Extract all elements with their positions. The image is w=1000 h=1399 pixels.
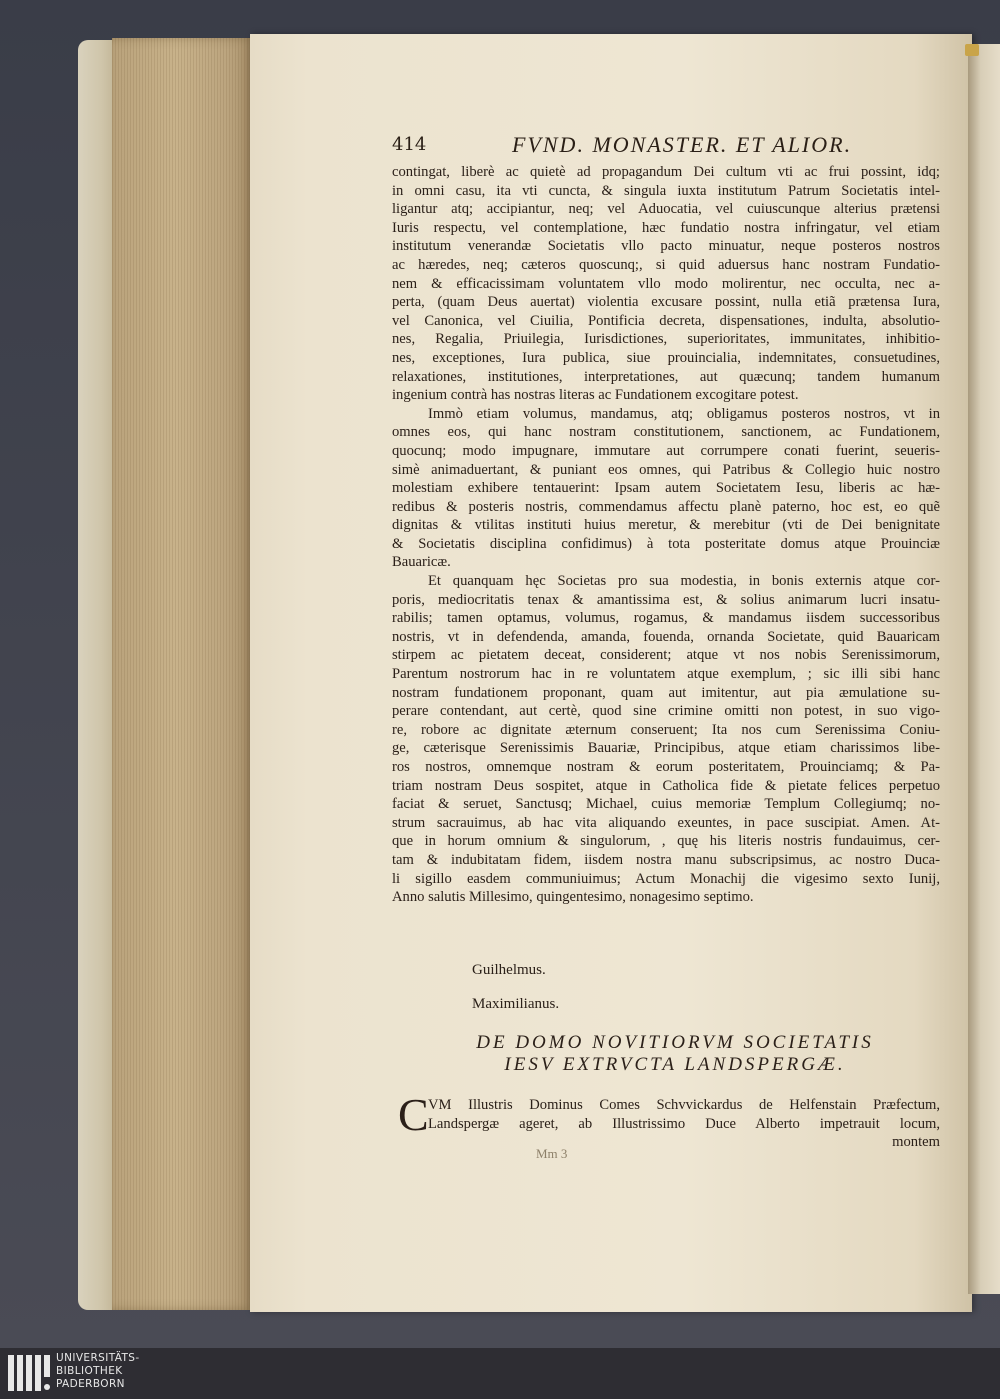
page-clip [965, 44, 979, 56]
text-line: rabilis; tamen optamus, volumus, rogamus, & mandamus iisdem successoribus [392, 610, 940, 627]
text-line: Immò etiam volumus, mandamus, atq; obligamus posteros nostros, vt in [428, 405, 940, 422]
text-line: perare contendant, aut certè, quod sine crimine omitti non potest, in suo vigo- [392, 703, 940, 720]
body-text [392, 163, 940, 907]
text-line: nostris, vt in defendenda, amanda, fouenda, ornanda Societate, quid Bauaricam [392, 628, 940, 645]
text-line: contingat, liberè ac quietè ad propagandum Dei cultum vti ac frui possint, idq; [392, 164, 940, 180]
text-line: VM Illustris Dominus Comes Schvvickardus de Helfenstain Præfectum, [428, 1097, 940, 1113]
text-line: molestiam exhibere tentauerint: Ipsam autem Societatem Iesu, liberis ac hæ- [392, 480, 940, 497]
library-name-line: PADERBORN [56, 1378, 125, 1390]
library-name-line: BIBLIOTHEK [56, 1365, 123, 1377]
running-head [392, 134, 952, 164]
text-line: nes, exceptiones, Iura publica, siue prouincialia, indemnitates, consuetudines, [392, 349, 940, 366]
section-text [398, 1089, 940, 1152]
text-line: dignitas & vtilitas instituti huius meretur, & merebitur (vti de Dei benignitate [392, 517, 940, 534]
text-line: ge, cæterisque Serenissimis Bauariæ, Principibus, atque etiam charissimos libe- [392, 740, 940, 757]
text-line: quocunq; modo impugnare, immutare aut corrumpere conati fuerint, seueris- [392, 442, 940, 459]
text-line: stirpem ac pietatem deceat, considerent; atque vt nos nobis Serenissimorum, [392, 647, 940, 664]
text-line: omnes eos, qui hanc nostram constitutionem, sanctionem, ac Fundationem, [392, 424, 940, 441]
library-logo-icon [6, 1351, 52, 1395]
text-line: institutum venerandæ Societatis vllo pacto minuatur, neque posteros nostros [392, 238, 940, 255]
footer-bar [0, 1348, 1000, 1399]
text-line: poris, mediocritatis tenax & amantissima est, & solius animarum lucri insatu- [392, 591, 940, 608]
text-line: nostram fundationem proponant, quam aut imitentur, aut pia æmulatione su- [392, 684, 940, 701]
text-line: ingenium contrà has nostras literas ac Fundationem excogitare potest. [392, 387, 799, 404]
text-line: re, robore ac dignitate æternum conseruent; Ita nos cum Serenissima Coniu- [392, 721, 940, 738]
facing-page-edge [968, 44, 1000, 1294]
text-line: Bauaricæ. [392, 554, 451, 571]
section-heading-line: IESV EXTRVCTA LANDSPERGÆ. [504, 1054, 846, 1075]
text-line: in omni casu, ita vti cuncta, & singula iuxta institutum Patrum Societatis intel- [392, 182, 940, 199]
text-line: simè animaduertant, & puniant eos omnes, qui Patribus & Collegio huic nostro [392, 461, 940, 478]
signature-guilhelmus: Guilhelmus. [472, 962, 546, 978]
text-line: Parentum nostrorum hac in re voluntatem atque exemplum, ; sic illi sibi hanc [392, 666, 940, 683]
signatures [472, 958, 559, 1026]
section-heading [432, 1032, 918, 1076]
library-name [56, 1352, 140, 1391]
text-line: vel Canonica, vel Ciuilia, Pontificia decreta, dispensationes, indulta, absolutio- [392, 312, 940, 329]
signature-mark: Mm 3 [536, 1146, 568, 1161]
signature-maximilianus: Maximilianus. [472, 996, 560, 1012]
text-line: perta, (quam Deus auertat) violentia excusare possint, nulla etiã prætensa Iura, [392, 294, 940, 311]
running-title: FVND. MONASTER. ET ALIOR. [512, 132, 853, 157]
text-line: faciat & seruet, Sanctusq; Michael, cuius memoriæ Templum Collegiumq; no- [392, 796, 940, 813]
text-line: nes, Regalia, Priuilegia, Iurisdictiones, superioritates, immunitates, inhibitio- [392, 331, 940, 348]
text-line: nem & efficacissimam voluntatem vllo modo molirentur, nec occulta, nec a- [392, 275, 940, 292]
text-line: Iuris respectu, vel contemplatione, hæc fundatio nostra infringatur, vel etiam [392, 219, 940, 236]
text-line: ac hæredes, neq; cæteros quoscunq;, si quid aduersus hanc nostram Fundatio- [392, 256, 940, 273]
text-line: que in horum omnium & singulorum, , quę his literis nostris fundauimus, cer- [392, 833, 940, 850]
drop-cap: C [398, 1089, 429, 1140]
text-line: tam & indubitatam fidem, iisdem nostra manu subscripsimus, ac nostro Duca- [392, 851, 940, 868]
text-line: li sigillo easdem communiuimus; Actum Monachij die vigesimo sexto Iunij, [392, 870, 940, 887]
text-line: & Societatis disciplina confidimus) à tota posteritate domus atque Prouinciæ [392, 535, 940, 552]
text-line: relaxationes, institutiones, interpretationes, aut quæcunq; tandem humanum [392, 368, 940, 385]
text-line: Landspergæ ageret, ab Illustrissimo Duce Alberto impetrauit locum, [428, 1115, 940, 1132]
text-line: redibus & posteris nostris, commendamus affectu planè paterno, hoc est, eo quẽ [392, 498, 940, 515]
text-line: Anno salutis Millesimo, quingentesimo, nonagesimo septimo. [392, 889, 754, 906]
section-heading-line: DE DOMO NOVITIORVM SOCIETATIS [476, 1032, 874, 1053]
text-line: ros nostros, omnemque nostram & eorum posteritatem, Prouinciamq; & Pa- [392, 759, 940, 775]
text-line: Et quanquam hęc Societas pro sua modestia, in bonis externis atque cor- [428, 573, 940, 590]
page-number: 414 [392, 134, 427, 155]
page-edges [112, 38, 254, 1310]
text-line: ligantur atq; accipiantur, neq; vel Aduocatia, vel cuiuscunque alterius prætensi [392, 201, 940, 218]
library-name-line: UNIVERSITÄTS- [56, 1352, 140, 1364]
text-line: strum sacrauimus, ab hac vita aliquando exeuntes, in pace suscipiat. Amen. At- [392, 814, 940, 831]
catchword: montem [892, 1134, 940, 1151]
text-line: triam nostram Deus sospitet, atque in Catholica fide & pietate felices perpetuo [392, 777, 940, 794]
